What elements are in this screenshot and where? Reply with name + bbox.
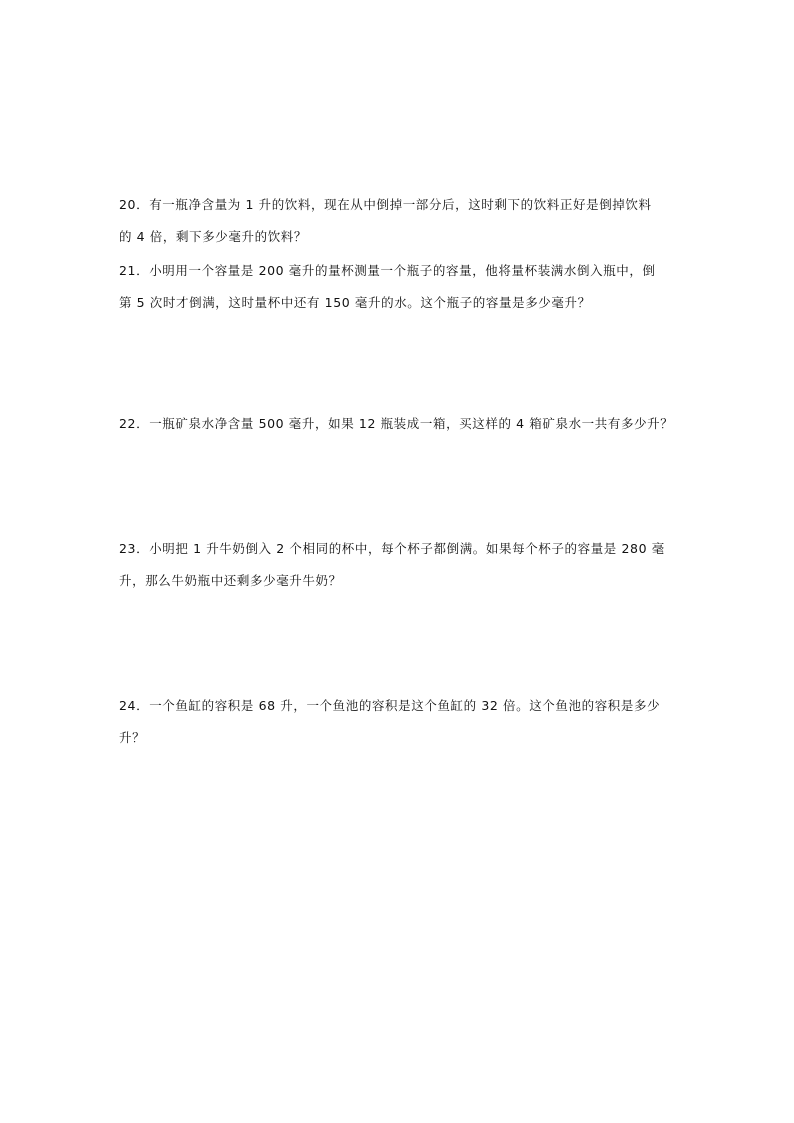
problem-24	[119, 690, 679, 754]
problem-20	[119, 189, 679, 253]
problem-20-line-2: 的 4 倍，剩下多少毫升的饮料？	[119, 229, 308, 244]
problem-20-line-1: 20．有一瓶净含量为 1 升的饮料，现在从中倒掉一部分后，这时剩下的饮料正好是倒掉饮料	[119, 197, 652, 212]
problem-24-line-2: 升？	[119, 730, 146, 745]
problem-21-line-1: 21．小明用一个容量是 200 毫升的量杯测量一个瓶子的容量，他将量杯装满水倒入瓶中，倒	[119, 263, 656, 278]
problem-23-line-2: 升，那么牛奶瓶中还剩多少毫升牛奶？	[119, 573, 342, 588]
problem-22	[119, 408, 679, 440]
problem-23-line-1: 23．小明把 1 升牛奶倒入 2 个相同的杯中，每个杯子都倒满。如果每个杯子的容量是 280 毫	[119, 541, 665, 556]
problem-23	[119, 533, 679, 597]
problem-24-line-1: 24．一个鱼缸的容积是 68 升，一个鱼池的容积是这个鱼缸的 32 倍。这个鱼池的容积是多少	[119, 698, 661, 713]
problem-21-line-2: 第 5 次时才倒满，这时量杯中还有 150 毫升的水。这个瓶子的容量是多少毫升？	[119, 295, 591, 310]
problem-22-line-1: 22．一瓶矿泉水净含量 500 毫升，如果 12 瓶装成一箱，买这样的 4 箱矿泉水一共有多少升？	[119, 416, 674, 431]
problem-21	[119, 255, 679, 319]
